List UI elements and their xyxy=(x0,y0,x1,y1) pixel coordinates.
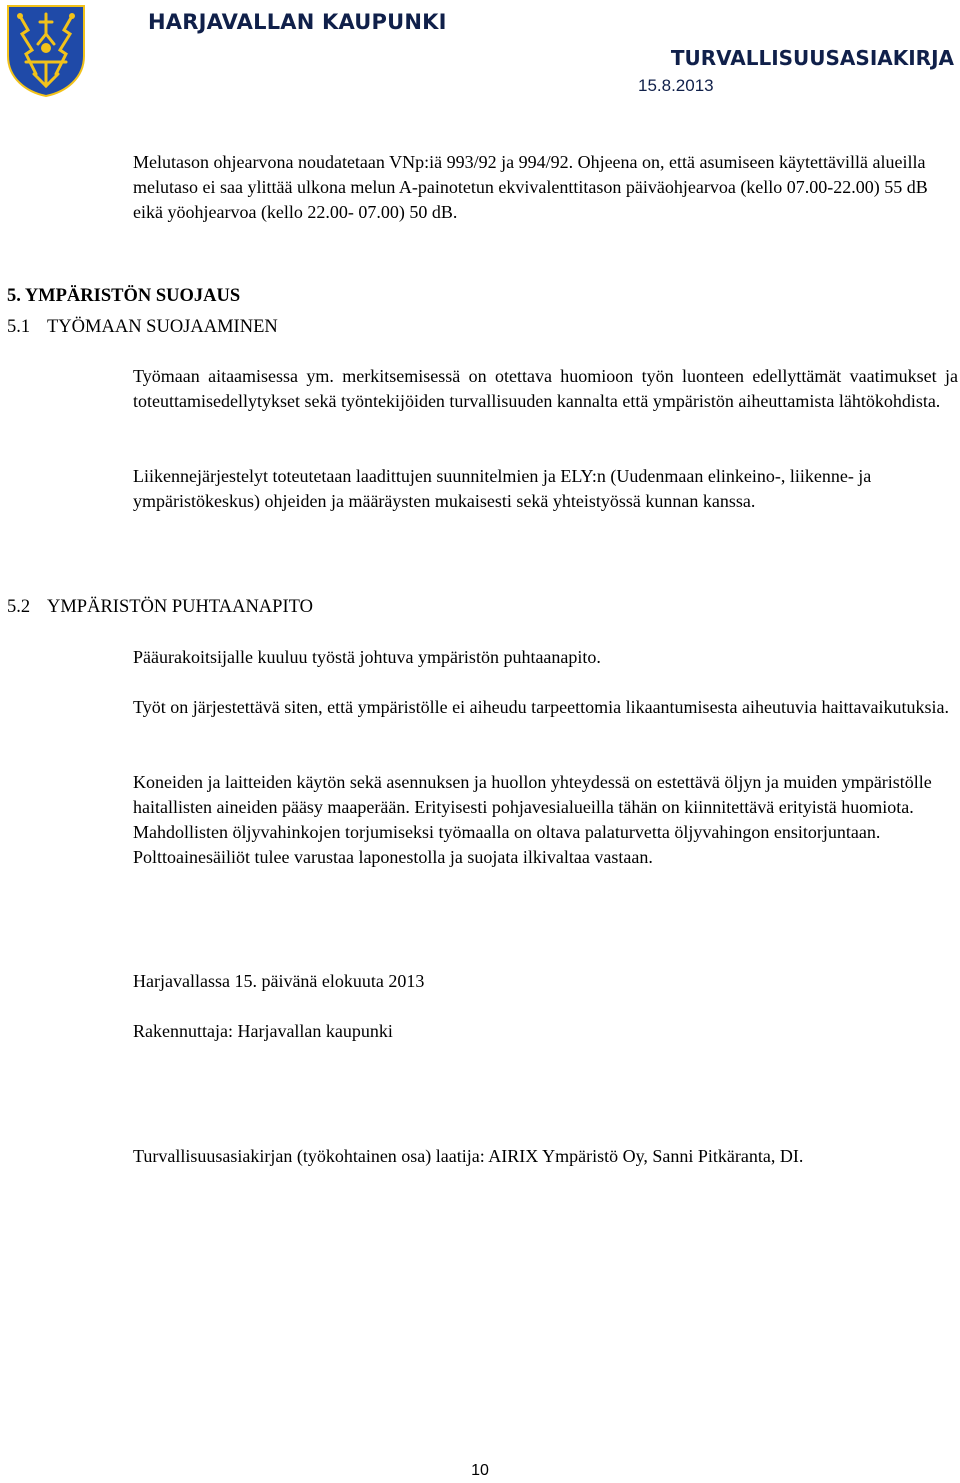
client-line: Rakennuttaja: Harjavallan kaupunki xyxy=(133,1021,393,1041)
section-5-1-title: TYÖMAAN SUOJAAMINEN xyxy=(47,317,278,337)
place-and-date: Harjavallassa 15. päivänä elokuuta 2013 xyxy=(133,971,425,991)
author-line: Turvallisuusasiakirjan (työkohtainen osa) laatija: AIRIX Ympäristö Oy, Sanni Pitkäranta, DI. xyxy=(133,1146,804,1166)
page-number: 10 xyxy=(471,1462,489,1479)
section-5-heading: 5. YMPÄRISTÖN SUOJAUS xyxy=(7,286,241,306)
site-protection-paragraph: Työmaan aitaamisessa ym. merkitsemisessä on otettava huomioon työn luonteen edellyttämät vaatimukset ja toteuttamisedellytykset sekä työntekijöiden turvallisuuden kannalta että ympäristön aiheuttamista lähtökohdista. xyxy=(133,366,958,411)
harjavalta-coat-of-arms-icon xyxy=(6,4,86,98)
traffic-arrangements-paragraph: Liikennejärjestelyt toteutetaan laadittujen suunnitelmien ja ELY:n (Uudenmaan elinkeino-, liikenne- ja ympäristökeskus) ohjeiden ja määräysten mukaisesti sekä yhteistyössä kunnan kanssa. xyxy=(133,466,872,511)
organization-name: HARJAVALLAN KAUPUNKI xyxy=(148,10,447,34)
section-5-1-heading xyxy=(7,315,278,340)
cleaning-responsibility-paragraph: Pääurakoitsijalle kuuluu työstä johtuva ympäristön puhtaanapito. xyxy=(133,647,601,667)
section-5-1-number: 5.1 xyxy=(7,317,31,337)
section-5-2-number: 5.2 xyxy=(7,597,31,617)
section-5-2-heading xyxy=(7,595,313,620)
noise-guideline-paragraph: Melutason ohjearvona noudatetaan VNp:iä 993/92 ja 994/92. Ohjeena on, että asumiseen käytettävillä alueilla melutaso ei saa ylittää ulkona melun A-painotetun ekvivalenttitason päiväohjearvoa (kello 07.00-22.00) 55 dB eikä yöohjearvoa (kello 22.00- 07.00) 50 dB. xyxy=(133,152,928,222)
document-title: TURVALLISUUSASIAKIRJA xyxy=(670,46,954,70)
contamination-paragraph: Työt on järjestettävä siten, että ympäristölle ei aiheudu tarpeettomia likaantumisesta aiheutuvia haittavaikutuksia. xyxy=(133,697,949,717)
oil-spill-paragraph: Koneiden ja laitteiden käytön sekä asennuksen ja huollon yhteydessä on estettävä öljyn ja muiden ympäristölle haitallisten aineiden pääsy maaperään. Erityisesti pohjavesialueilla tähän on kiinnitettävä erityistä huomiota. Mahdollisten öljyvahinkojen torjumiseksi työmaalla on oltava palaturvetta öljyvahingon ensitorjuntaan. Polttoainesäiliöt tulee varustaa laponestolla ja suojata ilkivaltaa vastaan. xyxy=(133,772,932,867)
section-5-2-title: YMPÄRISTÖN PUHTAANAPITO xyxy=(47,597,313,617)
document-date: 15.8.2013 xyxy=(638,76,714,95)
